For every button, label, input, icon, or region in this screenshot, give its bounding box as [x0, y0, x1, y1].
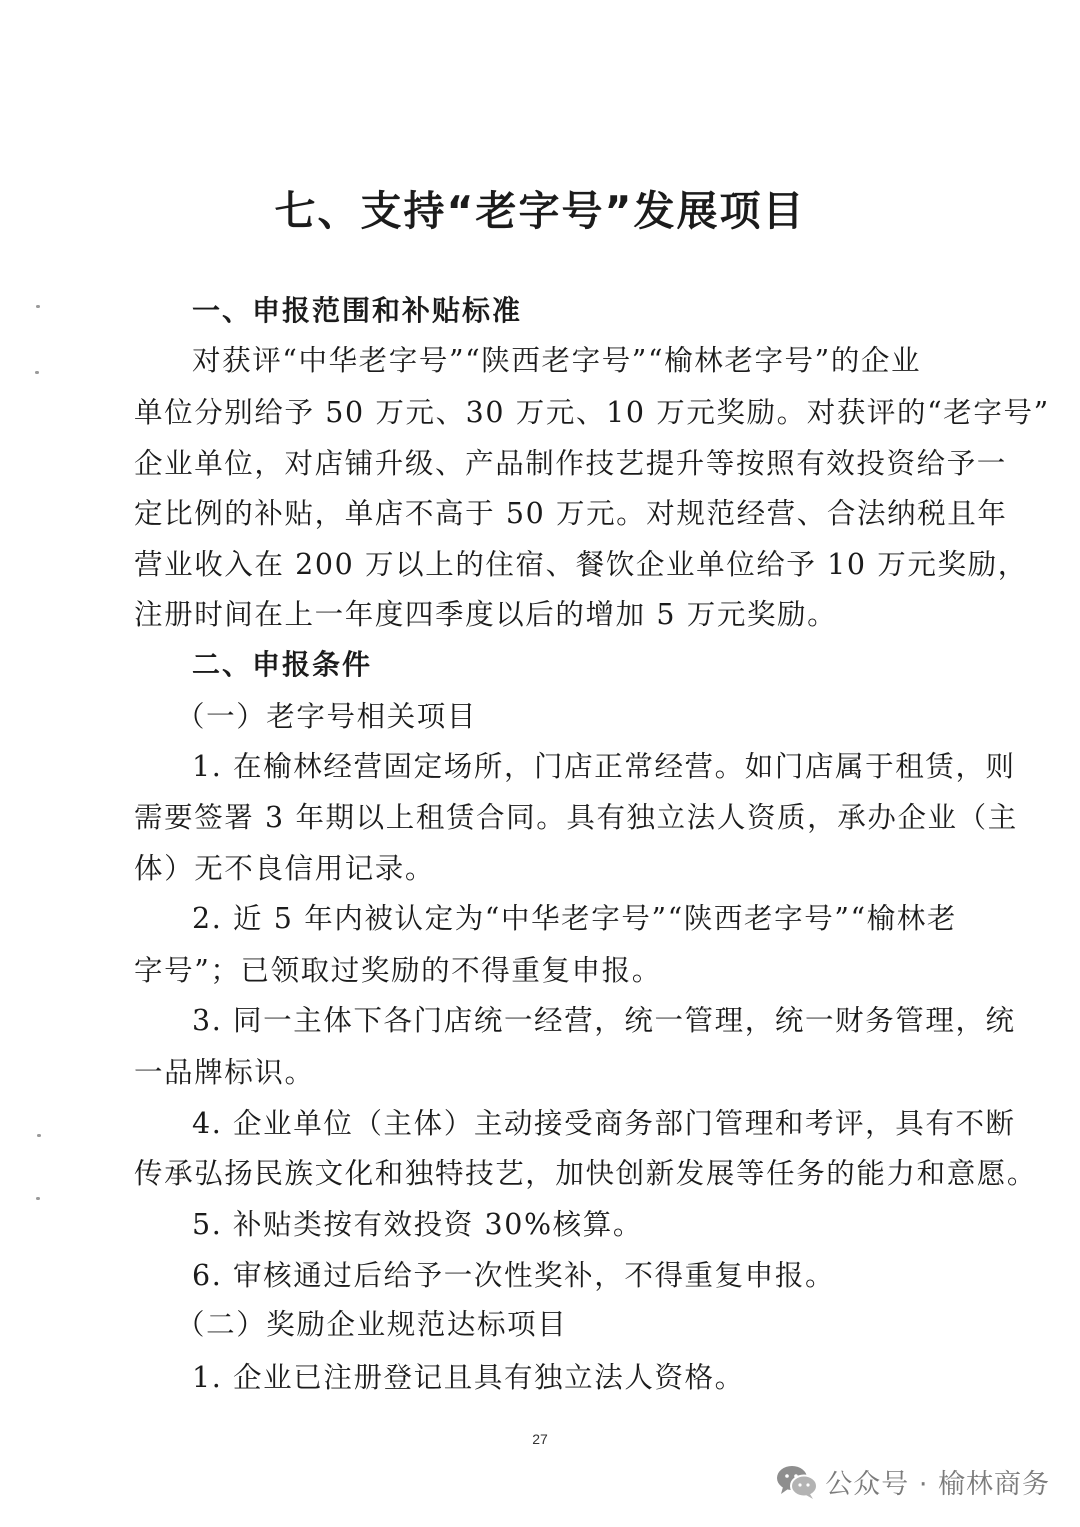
paragraph-line: 营业收入在 200 万以上的住宿、餐饮企业单位给予 10 万元奖励，: [134, 548, 1028, 581]
paragraph-line: 6. 审核通过后给予一次性奖补，不得重复申报。: [192, 1259, 836, 1292]
paragraph-line: 需要签署 3 年期以上租赁合同。具有独立法人资质，承办企业（主: [134, 801, 1018, 834]
paragraph-line: 字号”；已领取过奖励的不得重复申报。: [134, 954, 662, 987]
paragraph-line: 企业单位，对店铺升级、产品制作技艺提升等按照有效投资给予一: [134, 447, 1007, 480]
section2-heading: 二、申报条件: [192, 648, 373, 681]
wechat-icon: [775, 1463, 819, 1501]
paragraph-line: 1. 在榆林经营固定场所，门店正常经营。如门店属于租赁，则: [192, 750, 1016, 783]
section1-heading: 一、申报范围和补贴标准: [192, 294, 523, 327]
scan-speck: [36, 305, 40, 308]
paragraph-line: 1. 企业已注册登记且具有独立法人资格。: [192, 1361, 745, 1394]
paragraph-line: 4. 企业单位（主体）主动接受商务部门管理和考评，具有不断: [192, 1107, 1016, 1140]
paragraph-line: 对获评“中华老字号”“陕西老字号”“榆林老字号”的企业: [192, 344, 922, 377]
subsection1-heading: （一）老字号相关项目: [176, 700, 478, 733]
subsection2-heading: （二）奖励企业规范达标项目: [176, 1308, 568, 1341]
watermark: [775, 1462, 1050, 1501]
paragraph-line: 5. 补贴类按有效投资 30%核算。: [192, 1208, 643, 1241]
paragraph-line: 定比例的补贴，单店不高于 50 万元。对规范经营、合法纳税且年: [134, 497, 1008, 530]
paragraph-line: 单位分别给予 50 万元、30 万元、10 万元奖励。对获评的“老字号”: [134, 396, 1050, 429]
scan-speck: [35, 371, 39, 374]
paragraph-line: 注册时间在上一年度四季度以后的增加 5 万元奖励。: [134, 598, 838, 631]
paragraph-line: 3. 同一主体下各门店统一经营，统一管理，统一财务管理，统: [192, 1004, 1016, 1037]
page-title: 七、支持“老字号”发展项目: [274, 187, 806, 235]
paragraph-line: 2. 近 5 年内被认定为“中华老字号”“陕西老字号”“榆林老: [192, 902, 957, 935]
paragraph-line: 一品牌标识。: [134, 1056, 315, 1089]
page-number: 27: [532, 1431, 548, 1447]
paragraph-line: 传承弘扬民族文化和独特技艺，加快创新发展等任务的能力和意愿。: [134, 1157, 1038, 1190]
scan-speck: [37, 1134, 41, 1137]
paragraph-line: 体）无不良信用记录。: [134, 852, 436, 885]
scan-speck: [36, 1197, 40, 1200]
watermark-text: 公众号 · 榆林商务: [825, 1469, 1050, 1500]
